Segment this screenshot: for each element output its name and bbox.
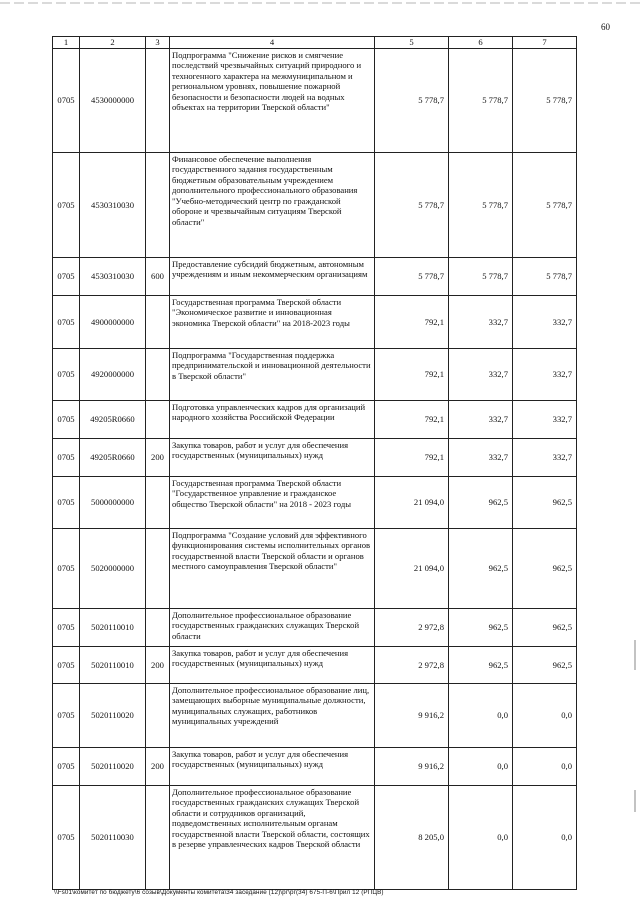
item-name: Дополнительное профессиональное образование государственных гражданских служащих Тверской области и сотрудников организаций, подведомственных исполнительным органам государственной власти Тверской области, состоящих в резерве управленческих кадров Тверской области: [170, 786, 375, 890]
table-row: [53, 786, 577, 890]
amount-col7: 332,7: [513, 349, 577, 401]
expense-type-code: [146, 786, 170, 890]
expense-type-code: [146, 529, 170, 609]
amount-col5: 2 972,8: [375, 647, 449, 684]
amount-col6: 962,5: [449, 609, 513, 647]
expense-type-code: [146, 296, 170, 349]
target-article-code: 5020110010: [80, 647, 146, 684]
amount-col6: 0,0: [449, 786, 513, 890]
item-name: Закупка товаров, работ и услуг для обеспечения государственных (муниципальных) нужд: [170, 647, 375, 684]
table-row: [53, 153, 577, 258]
item-name: Дополнительное профессиональное образование государственных гражданских служащих Тверской области: [170, 609, 375, 647]
target-article-code: 4900000000: [80, 296, 146, 349]
page-number: 60: [601, 22, 610, 32]
amount-col6: 0,0: [449, 684, 513, 748]
file-path-footer: \\Fs01\комитет по бюджету\6 созыв\Документы комитета\34 заседание (12)\рг\рг(34) 675-П-6\Прил 12 (РПЦВ): [54, 889, 384, 896]
expense-type-code: [146, 49, 170, 153]
amount-col7: 332,7: [513, 401, 577, 439]
target-article-code: 5000000000: [80, 477, 146, 529]
expense-type-code: [146, 684, 170, 748]
expense-type-code: 200: [146, 439, 170, 477]
item-name: Подготовка управленческих кадров для организаций народного хозяйства Российской Федерации: [170, 401, 375, 439]
table-row: [53, 684, 577, 748]
amount-col5: 5 778,7: [375, 258, 449, 296]
amount-col6: 5 778,7: [449, 258, 513, 296]
amount-col6: 962,5: [449, 477, 513, 529]
amount-col5: 21 094,0: [375, 477, 449, 529]
section-code: 0705: [53, 439, 80, 477]
item-name: Подпрограмма "Снижение рисков и смягчение последствий чрезвычайных ситуаций природного и техногенного характера на межмуниципальном и региональном уровнях, повышение пожарной безопасности и безопасности людей на водных объектах на территории Тверской области": [170, 49, 375, 153]
target-article-code: 49205R0660: [80, 401, 146, 439]
scan-artifact-line: [0, 2, 640, 4]
target-article-code: 5020110030: [80, 786, 146, 890]
amount-col5: 5 778,7: [375, 153, 449, 258]
item-name: Предоставление субсидий бюджетным, автономным учреждениям и иным некоммерческим организациям: [170, 258, 375, 296]
section-code: 0705: [53, 529, 80, 609]
budget-table: [52, 36, 577, 890]
column-header: 5: [375, 37, 449, 49]
item-name: Дополнительное профессиональное образование лиц, замещающих выборные муниципальные должности, муниципальных служащих, работников муниципальных учреждений: [170, 684, 375, 748]
amount-col7: 0,0: [513, 748, 577, 786]
amount-col6: 5 778,7: [449, 153, 513, 258]
table-row: [53, 439, 577, 477]
target-article-code: 4530310030: [80, 258, 146, 296]
column-header: 7: [513, 37, 577, 49]
amount-col6: 0,0: [449, 748, 513, 786]
expense-type-code: 600: [146, 258, 170, 296]
section-code: 0705: [53, 477, 80, 529]
section-code: 0705: [53, 401, 80, 439]
column-header: 2: [80, 37, 146, 49]
amount-col7: 5 778,7: [513, 153, 577, 258]
item-name: Закупка товаров, работ и услуг для обеспечения государственных (муниципальных) нужд: [170, 748, 375, 786]
table-row: [53, 258, 577, 296]
amount-col6: 5 778,7: [449, 49, 513, 153]
amount-col6: 332,7: [449, 439, 513, 477]
item-name: Государственная программа Тверской области "Экономическое развитие и инновационная экономика Тверской области" на 2018-2023 годы: [170, 296, 375, 349]
scan-edge-mark: [634, 790, 636, 812]
amount-col7: 962,5: [513, 609, 577, 647]
section-code: 0705: [53, 296, 80, 349]
amount-col5: 792,1: [375, 401, 449, 439]
amount-col5: 9 916,2: [375, 748, 449, 786]
expense-type-code: [146, 477, 170, 529]
column-header: 6: [449, 37, 513, 49]
amount-col7: 5 778,7: [513, 258, 577, 296]
expense-type-code: [146, 401, 170, 439]
amount-col6: 332,7: [449, 349, 513, 401]
target-article-code: 4920000000: [80, 349, 146, 401]
scan-edge-mark: [634, 640, 636, 670]
item-name: Подпрограмма "Создание условий для эффективного функционирования системы исполнительных органов государственной власти Тверской области и органов местного самоуправления Тверской области": [170, 529, 375, 609]
expense-type-code: 200: [146, 647, 170, 684]
amount-col5: 21 094,0: [375, 529, 449, 609]
amount-col6: 332,7: [449, 296, 513, 349]
amount-col7: 962,5: [513, 529, 577, 609]
column-header: 1: [53, 37, 80, 49]
item-name: Государственная программа Тверской области "Государственное управление и гражданское общество Тверской области" на 2018 - 2023 годы: [170, 477, 375, 529]
expense-type-code: [146, 349, 170, 401]
column-header: 4: [170, 37, 375, 49]
target-article-code: 5020000000: [80, 529, 146, 609]
section-code: 0705: [53, 786, 80, 890]
target-article-code: 5020110010: [80, 609, 146, 647]
table-header-row: [53, 37, 577, 49]
section-code: 0705: [53, 647, 80, 684]
target-article-code: 5020110020: [80, 684, 146, 748]
amount-col7: 0,0: [513, 684, 577, 748]
amount-col5: 8 205,0: [375, 786, 449, 890]
amount-col7: 0,0: [513, 786, 577, 890]
amount-col5: 792,1: [375, 296, 449, 349]
amount-col5: 5 778,7: [375, 49, 449, 153]
table-row: [53, 477, 577, 529]
amount-col7: 5 778,7: [513, 49, 577, 153]
section-code: 0705: [53, 684, 80, 748]
amount-col5: 9 916,2: [375, 684, 449, 748]
expense-type-code: [146, 609, 170, 647]
target-article-code: 4530000000: [80, 49, 146, 153]
table-row: [53, 647, 577, 684]
section-code: 0705: [53, 153, 80, 258]
table-row: [53, 401, 577, 439]
table-row: [53, 529, 577, 609]
amount-col7: 332,7: [513, 439, 577, 477]
table-row: [53, 349, 577, 401]
column-header: 3: [146, 37, 170, 49]
table-row: [53, 296, 577, 349]
section-code: 0705: [53, 349, 80, 401]
amount-col7: 962,5: [513, 647, 577, 684]
target-article-code: 49205R0660: [80, 439, 146, 477]
amount-col7: 332,7: [513, 296, 577, 349]
amount-col5: 792,1: [375, 349, 449, 401]
table-row: [53, 49, 577, 153]
amount-col6: 962,5: [449, 647, 513, 684]
expense-type-code: 200: [146, 748, 170, 786]
section-code: 0705: [53, 609, 80, 647]
amount-col6: 962,5: [449, 529, 513, 609]
amount-col5: 2 972,8: [375, 609, 449, 647]
amount-col7: 962,5: [513, 477, 577, 529]
amount-col6: 332,7: [449, 401, 513, 439]
table-row: [53, 609, 577, 647]
amount-col5: 792,1: [375, 439, 449, 477]
section-code: 0705: [53, 258, 80, 296]
target-article-code: 5020110020: [80, 748, 146, 786]
section-code: 0705: [53, 748, 80, 786]
target-article-code: 4530310030: [80, 153, 146, 258]
section-code: 0705: [53, 49, 80, 153]
item-name: Финансовое обеспечение выполнения государственного задания государственным бюджетным образовательным учреждением дополнительного профессионального образования "Учебно-методический центр по гражданской обороне и чрезвычайным ситуациям Тверской области": [170, 153, 375, 258]
item-name: Подпрограмма "Государственная поддержка предпринимательской и инновационной деятельности в Тверской области": [170, 349, 375, 401]
item-name: Закупка товаров, работ и услуг для обеспечения государственных (муниципальных) нужд: [170, 439, 375, 477]
table-row: [53, 748, 577, 786]
expense-type-code: [146, 153, 170, 258]
